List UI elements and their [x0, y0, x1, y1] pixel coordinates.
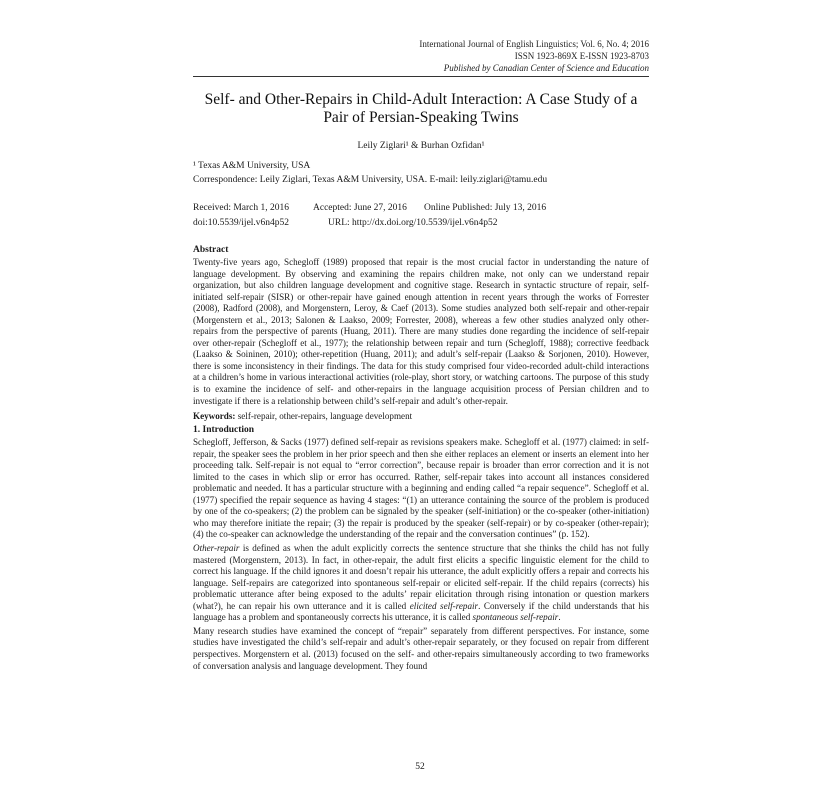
intro-paragraph-3: Many research studies have examined the concept of “repair” separately from different perspectives. For instance, some studies have investigated the child’s self-repair and adult’s other-repair separately, or they focused on repair from different perspectives. Morgenstern et al. (2013) focused on the self- and other-repairs simultaneously according to two frameworks of conversation analysis and language development. They found: [193, 625, 649, 671]
keywords: [193, 410, 649, 422]
title-line-1: Self- and Other-Repairs in Child-Adult Interaction: A Case Study of a: [204, 91, 638, 108]
abstract-text: Twenty-five years ago, Schegloff (1989) proposed that repair is the most crucial factor in understanding the nature of language development. By observing and examining the repairs children make, not only can we understand repair organization, but also children language development and cognitive stage. Research in syntactic structure of repair, self-initiated self-repair (SISR) or other-repair have gained enough attention in recent years through the works of Forrester (2008), Radford (2008), and Morgenstern, Leroy, & Caef (2013). Some studies analyzed both self-repair and other-repair (Morgenstern et al., 2013; Salonen & Laakso, 2009; Forrester, 2008), whereas a few other studies analyzed only other-repairs from the perspective of parents (Huang, 2011). There are many studies done regarding the incidence of self-repair over other-repair (Schegloff et al., 1977); the relationship between repair and turn (Schegloff, 1988); corrective feedback (Laakso & Soininen, 2010); other-repetition (Huang, 2011); and adult’s self-repair (Laakso & Sorjonen, 2010). However, there is some inconsistency in their findings. The data for this study comprised four video-recorded adult-child interactions at a children’s home in various interactional activities (role-play, short story, or watching cartoons. The purpose of this study is to examine the incidence of self- and other-repairs in the language acquisition process of Persian children and to investigate if there is a relationship between child’s self-repair and adult’s other-repair.: [193, 257, 649, 406]
term-spontaneous-self-repair: spontaneous self-repair: [472, 612, 559, 623]
term-elicited-self-repair: elicited self-repair: [409, 600, 479, 611]
doi: doi:10.5539/ijel.v6n4p52: [193, 218, 290, 228]
affiliations: [193, 159, 649, 187]
doi-row: [193, 216, 649, 231]
p2-text-c: .: [558, 612, 561, 623]
dates-row: [193, 201, 649, 216]
p2-text-b: . Conversely if the child understands that his language has a problem and spontaneously corrects his utterance, it is called: [193, 600, 649, 623]
paper-title: [193, 91, 649, 127]
journal-issn: ISSN 1923-869X E-ISSN 1923-8703: [514, 51, 649, 61]
journal-citation: International Journal of English Linguistics; Vol. 6, No. 4; 2016: [419, 39, 649, 49]
keywords-label: Keywords:: [193, 411, 236, 422]
p2-text-a: is defined as when the adult explicitly corrects the sentence structure that she thinks the child has not fully mastered (Morgenstern, 2013). In fact, in other-repair, the adult first elicits a specific linguistic element for the child to correct his language. If the child ignores it and doesn’t repair his utterance, the adult explicitly offers a repair and corrects his language. Self-repairs are categorized into spontaneous self-repair or elicited self-repair. If the child repairs (corrects) his problematic utterance after being exposed to the adults’ repair elicitation through rising intonation or question markers (what?), he can repair his own utterance and it is called: [193, 543, 649, 611]
journal-header: [193, 38, 649, 74]
received-date: Received: March 1, 2016: [193, 203, 290, 213]
page-number: 52: [415, 762, 425, 772]
title-line-2: Pair of Persian-Speaking Twins: [323, 109, 519, 126]
correspondence: Correspondence: Leily Ziglari, Texas A&M University, USA. E-mail: leily.ziglari@tamu.edu: [193, 175, 548, 185]
term-other-repair: Other-repair: [193, 543, 240, 554]
affiliation: ¹ Texas A&M University, USA: [193, 161, 311, 171]
intro-paragraph-1: Schegloff, Jefferson, & Sacks (1977) defined self-repair as revisions speakers make. Schegloff et al. (1977) claimed: in self-repair, the speaker sees the problem in her prior speech and then she either replaces an element or inserts an element into her proceeding talk. Self-repair is not equal to “error correction”, because repair is broader than error correction and it is not limited to the cases in which slip or error has occurred. Rather, self-repair takes into account all instances considered problematic and needed. It has a particular structure with a beginning and ending called “a repair sequence”. Schegloff et al. (1977) specified the repair sequence as having 4 stages: “(1) an utterance containing the source of the problem is produced by one of the co-speakers; (2) the problem can be signaled by the speaker (self-initiation) or the co-speaker (other-initiation) who may therefore initiate the repair; (3) the repair is produced by the speaker (self-repair) or by co-speaker (other-repair); (4) the co-speaker can acknowledge the understanding of the repair and the conversation continues” (p. 152).: [193, 437, 649, 540]
keywords-text: self-repair, other-repairs, language development: [237, 411, 413, 422]
header-rule: [193, 76, 649, 77]
journal-publisher: Published by Canadian Center of Science and Education: [443, 63, 649, 73]
published-date: Online Published: July 13, 2016: [424, 203, 547, 213]
intro-paragraph-2: [193, 543, 649, 624]
intro-heading: 1. Introduction: [193, 425, 255, 436]
abstract-heading: Abstract: [193, 245, 229, 255]
doi-url[interactable]: URL: http://dx.doi.org/10.5539/ijel.v6n4p52: [328, 218, 498, 228]
page-content: [193, 38, 649, 672]
authors: Leily Ziglari¹ & Burhan Ozfidan¹: [357, 141, 485, 151]
publication-dates: [193, 201, 649, 231]
accepted-date: Accepted: June 27, 2016: [313, 203, 407, 213]
